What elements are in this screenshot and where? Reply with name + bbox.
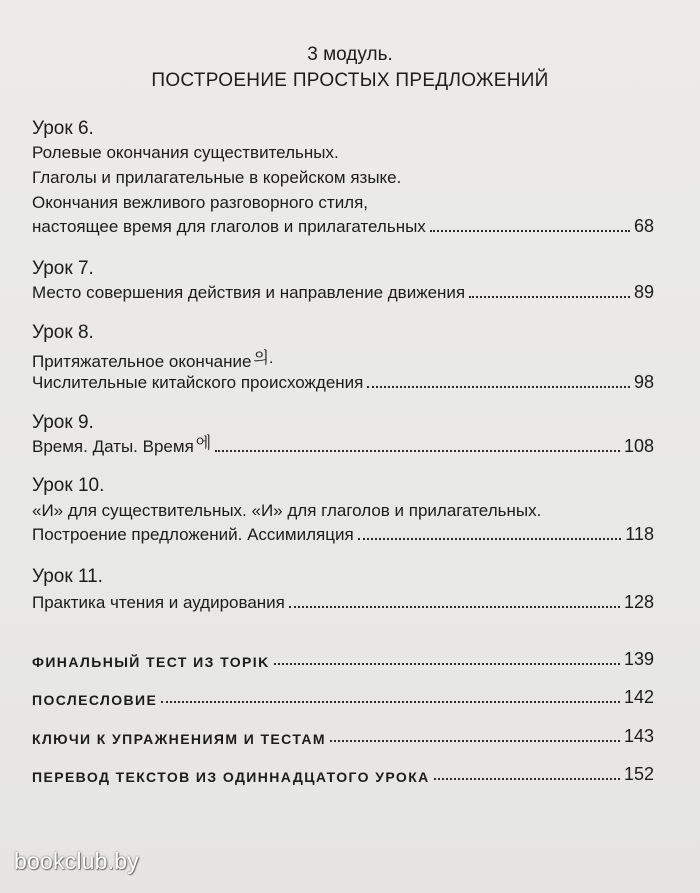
lesson-11-toc-entry[interactable]: Практика чтения и аудирования 128 (32, 592, 654, 612)
lesson-10-line-1: «И» для существительных. «И» для глаголов и прилагательных. (32, 501, 542, 520)
dot-leader (367, 385, 630, 388)
section-translations[interactable]: ПЕРЕВОД ТЕКСТОВ ИЗ ОДИННАДЦАТОГО УРОКА 152 (32, 764, 654, 785)
watermark: bookclub.by (14, 848, 139, 874)
dot-leader (430, 229, 630, 232)
page-number: 89 (633, 282, 654, 302)
lesson-6-line-3: Окончания вежливого разговорного стиля, (32, 193, 369, 212)
dot-leader (434, 777, 620, 780)
page-number: 108 (623, 436, 654, 456)
lesson-6-heading: Урок 6. (32, 118, 94, 139)
page-number: 152 (623, 764, 654, 784)
dot-leader (274, 662, 620, 665)
lesson-9-toc-entry[interactable]: Время. Даты. Время 에 108 (32, 434, 654, 457)
module-number: 3 модуль. (307, 44, 393, 65)
lesson-10-heading: Урок 10. (32, 475, 105, 496)
page-number: 143 (623, 726, 654, 746)
dot-leader (330, 739, 620, 742)
lesson-8-toc-entry[interactable]: Числительные китайского происхождения 98 (32, 372, 654, 392)
korean-particle: 에 (195, 435, 212, 452)
module-title: ПОСТРОЕНИЕ ПРОСТЫХ ПРЕДЛОЖЕНИЙ (151, 70, 549, 91)
lesson-7-heading: Урок 7. (32, 258, 94, 279)
page-number: 68 (633, 216, 654, 236)
lesson-9-heading: Урок 9. (32, 412, 94, 433)
dot-leader (469, 295, 630, 298)
lesson-8-line-1: Притяжательное окончание 의. (32, 349, 654, 372)
lesson-6-line-2: Глаголы и прилагательные в корейском языке. (32, 168, 402, 187)
lesson-10-toc-entry[interactable]: Построение предложений. Ассимиляция 118 (32, 524, 654, 544)
section-answer-keys[interactable]: КЛЮЧИ К УПРАЖНЕНИЯМ И ТЕСТАМ 143 (32, 726, 654, 747)
lesson-6-line-1: Ролевые окончания существительных. (32, 143, 339, 162)
section-final-test[interactable]: ФИНАЛЬНЫЙ ТЕСТ ИЗ TOPIK 139 (32, 649, 654, 670)
dot-leader (215, 449, 620, 452)
dot-leader (358, 537, 622, 540)
page-number: 98 (633, 372, 654, 392)
lesson-11-heading: Урок 11. (32, 566, 103, 587)
dot-leader (289, 605, 620, 608)
page-number: 142 (623, 687, 654, 707)
page-number: 139 (623, 649, 654, 669)
lesson-7-toc-entry[interactable]: Место совершения действия и направление движения 89 (32, 282, 654, 302)
lesson-8-heading: Урок 8. (32, 322, 94, 343)
section-afterword[interactable]: ПОСЛЕСЛОВИЕ 142 (32, 687, 654, 708)
page-number: 128 (623, 592, 654, 612)
lesson-6-toc-entry[interactable]: настоящее время для глаголов и прилагательных 68 (32, 216, 654, 236)
dot-leader (161, 700, 620, 703)
korean-particle: 의. (253, 350, 274, 367)
page-number: 118 (625, 524, 654, 544)
